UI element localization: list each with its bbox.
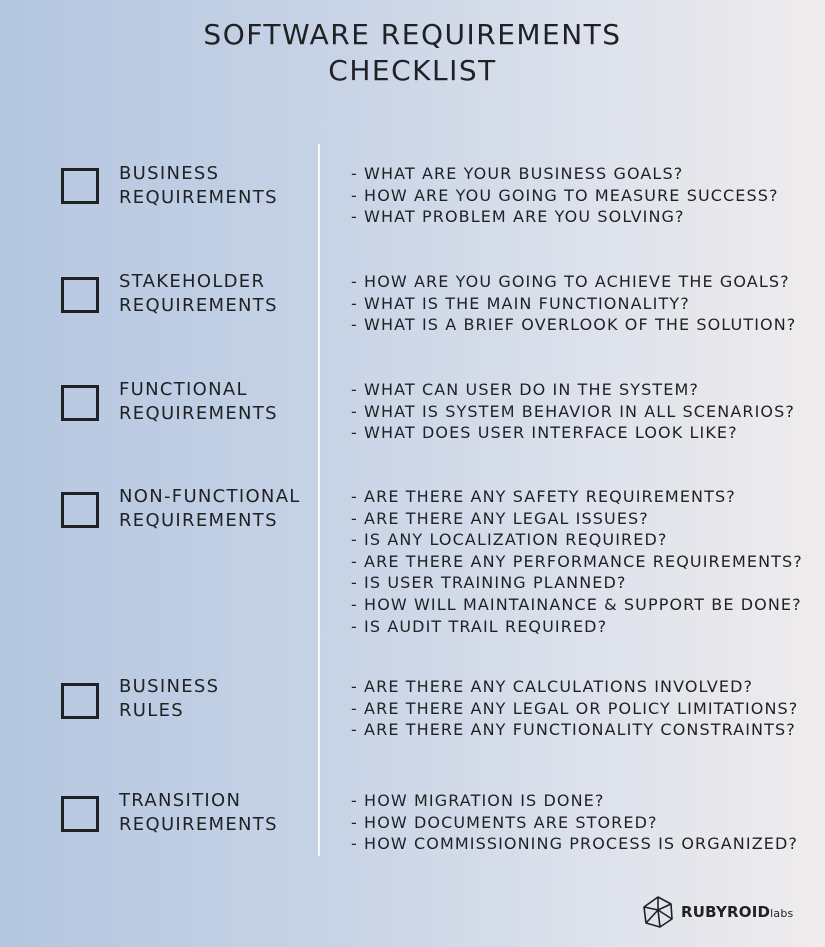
question-item: - WHAT IS SYSTEM BEHAVIOR IN ALL SCENARIOS? xyxy=(351,401,795,421)
section-label-line-2: REQUIREMENTS xyxy=(119,295,278,316)
section-label-line-2: REQUIREMENTS xyxy=(119,403,278,424)
question-item: - IS AUDIT TRAIL REQUIRED? xyxy=(351,616,608,636)
checkbox-stakeholder-requirements[interactable] xyxy=(61,277,99,313)
polyhedron-logo-icon xyxy=(641,895,675,929)
section-label-line-2: REQUIREMENTS xyxy=(119,510,278,531)
question-item: - WHAT DOES USER INTERFACE LOOK LIKE? xyxy=(351,423,738,443)
question-item: - HOW COMMISSIONING PROCESS IS ORGANIZED? xyxy=(351,834,798,854)
checkbox-non-functional-requirements[interactable] xyxy=(61,492,99,528)
question-item: - HOW MIGRATION IS DONE? xyxy=(351,791,605,810)
question-item: - ARE THERE ANY LEGAL OR POLICY LIMITATIONS? xyxy=(351,698,799,718)
question-list xyxy=(351,379,795,444)
section-label xyxy=(119,270,278,318)
section-label-line-2: REQUIREMENTS xyxy=(119,187,278,208)
question-item: - HOW DOCUMENTS ARE STORED? xyxy=(351,812,658,832)
rubyroid-logo xyxy=(641,895,793,929)
logo-wordmark xyxy=(681,903,793,921)
question-item: - WHAT CAN USER DO IN THE SYSTEM? xyxy=(351,380,699,399)
question-item: - ARE THERE ANY CALCULATIONS INVOLVED? xyxy=(351,677,754,696)
question-list xyxy=(351,271,796,336)
section-label-line-2: REQUIREMENTS xyxy=(119,814,278,835)
title-line-1: SOFTWARE REQUIREMENTS xyxy=(203,18,622,51)
logo-suffix: labs xyxy=(770,907,794,920)
section-label xyxy=(119,675,219,723)
question-item: - ARE THERE ANY SAFETY REQUIREMENTS? xyxy=(351,487,736,506)
question-item: - ARE THERE ANY FUNCTIONALITY CONSTRAINTS? xyxy=(351,720,796,740)
section-label-line-1: NON-FUNCTIONAL xyxy=(119,486,301,507)
page-title xyxy=(0,17,825,89)
question-item: - IS USER TRAINING PLANNED? xyxy=(351,573,627,593)
section-label xyxy=(119,789,278,837)
question-item: - IS ANY LOCALIZATION REQUIRED? xyxy=(351,530,668,550)
question-item: - HOW ARE YOU GOING TO ACHIEVE THE GOALS? xyxy=(351,272,790,291)
section-label xyxy=(119,378,278,426)
checkbox-business-rules[interactable] xyxy=(61,683,99,719)
checkbox-functional-requirements[interactable] xyxy=(61,385,99,421)
section-label-line-1: BUSINESS xyxy=(119,676,220,697)
logo-brand: RUBYROID xyxy=(681,903,771,921)
question-item: - WHAT IS THE MAIN FUNCTIONALITY? xyxy=(351,293,690,313)
question-list xyxy=(351,790,798,855)
section-label-line-1: BUSINESS xyxy=(119,163,220,184)
section-label xyxy=(119,162,278,210)
column-divider xyxy=(318,144,320,856)
question-list xyxy=(351,486,803,637)
question-item: - HOW ARE YOU GOING TO MEASURE SUCCESS? xyxy=(351,185,779,205)
section-label xyxy=(119,485,301,533)
question-item: - ARE THERE ANY LEGAL ISSUES? xyxy=(351,508,649,528)
section-label-line-1: STAKEHOLDER xyxy=(119,271,266,292)
question-item: - WHAT IS A BRIEF OVERLOOK OF THE SOLUTION? xyxy=(351,315,797,335)
question-item: - WHAT PROBLEM ARE YOU SOLVING? xyxy=(351,207,685,227)
question-item: - ARE THERE ANY PERFORMANCE REQUIREMENTS? xyxy=(351,551,803,571)
section-label-line-1: FUNCTIONAL xyxy=(119,379,248,400)
section-label-line-1: TRANSITION xyxy=(119,790,242,811)
section-label-line-2: RULES xyxy=(119,700,185,721)
question-item: - HOW WILL MAINTAINANCE & SUPPORT BE DONE? xyxy=(351,594,802,614)
question-item: - WHAT ARE YOUR BUSINESS GOALS? xyxy=(351,164,684,183)
title-line-2: CHECKLIST xyxy=(328,54,497,87)
checkbox-transition-requirements[interactable] xyxy=(61,796,99,832)
question-list xyxy=(351,676,798,741)
checkbox-business-requirements[interactable] xyxy=(61,168,99,204)
question-list xyxy=(351,163,779,228)
